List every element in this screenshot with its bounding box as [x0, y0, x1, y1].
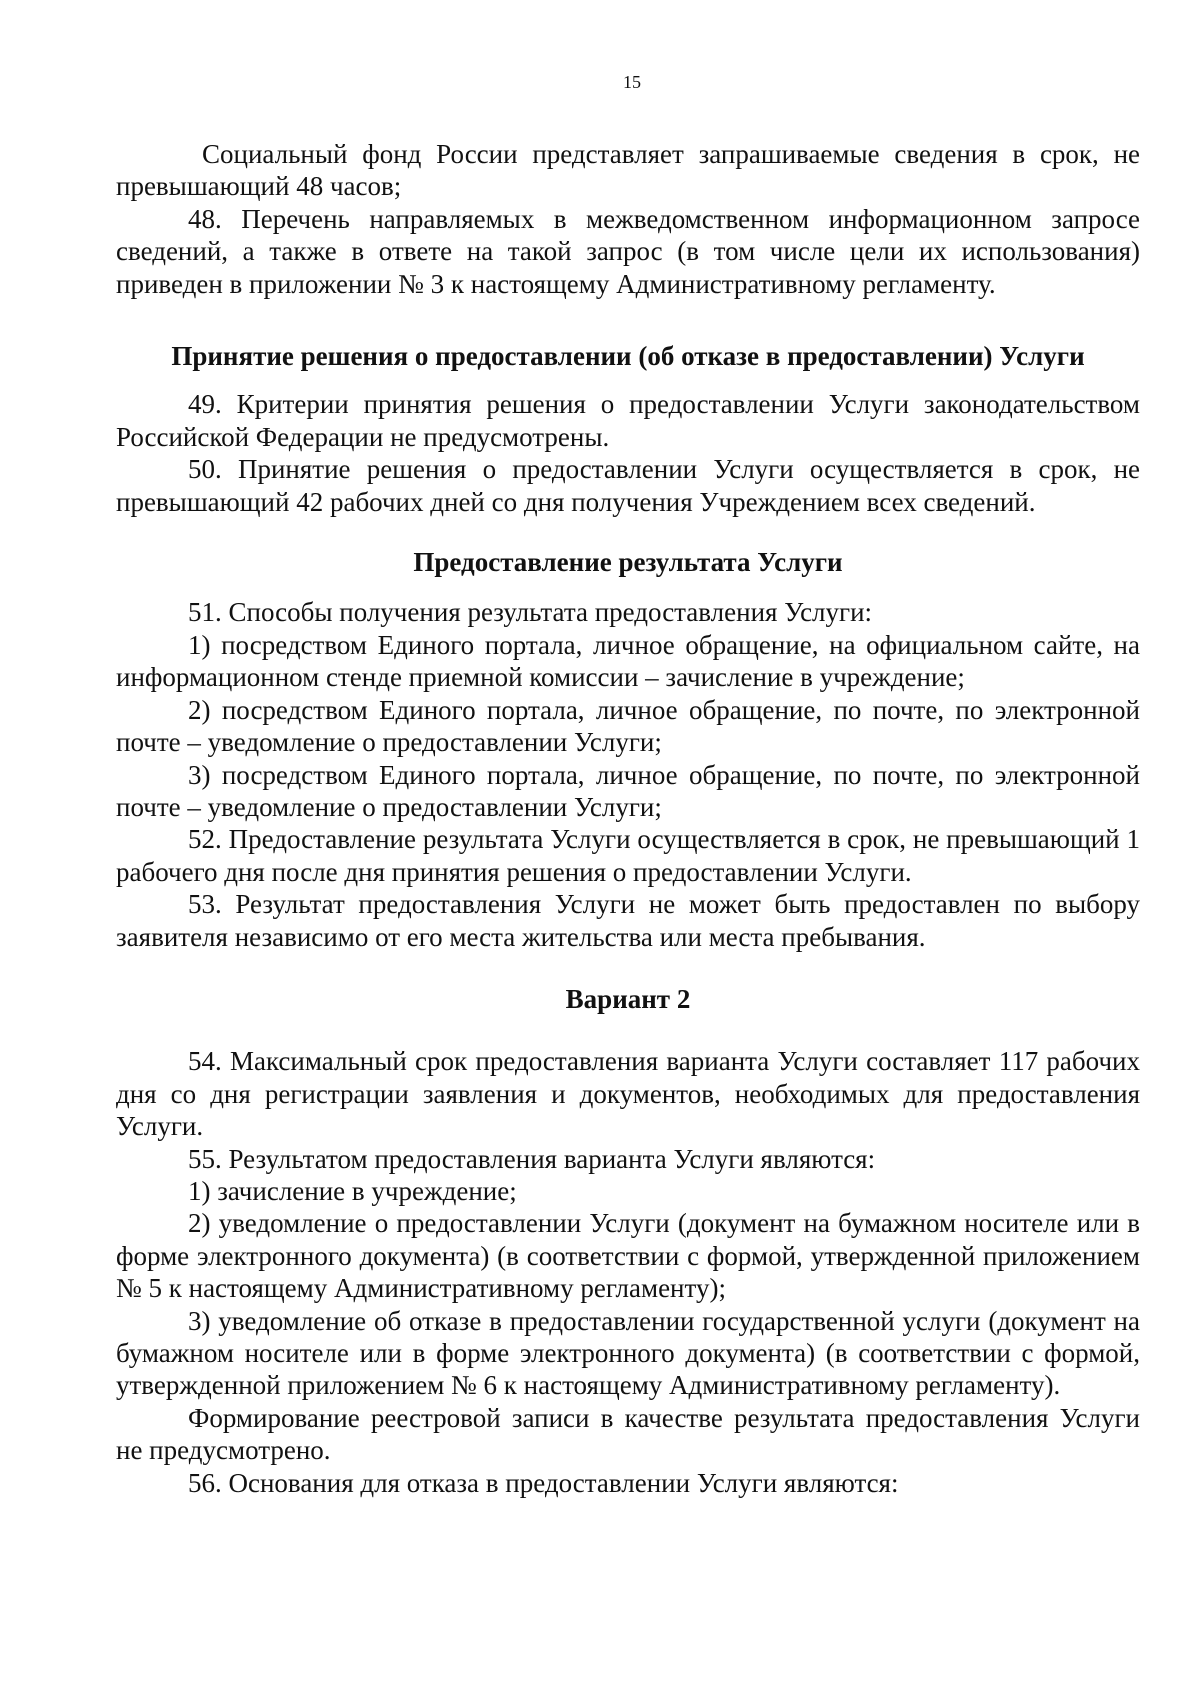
paragraph-56: 56. Основания для отказа в предоставлении Услуги являются:	[188, 1467, 899, 1498]
paragraph-registry-record: Формирование реестровой записи в качестве результата предоставления Услуги не предусмотрено.	[116, 1402, 1140, 1466]
page-number: 15	[623, 72, 641, 92]
paragraph-sfr-response: Социальный фонд России представляет запрашиваемые сведения в срок, не превышающий 48 часов;	[116, 139, 1140, 202]
list-item-51-1: 1) посредством Единого портала, личное обращение, на официальном сайте, на информационном стенде приемной комиссии – зачисление в учреждение;	[116, 629, 1140, 693]
paragraph-55: 55. Результатом предоставления варианта Услуги являются:	[188, 1143, 876, 1174]
section-heading-result: Предоставление результата Услуги	[413, 547, 843, 578]
paragraph-52: 52. Предоставление результата Услуги осуществляется в срок, не превышающий 1 рабочего дня после дня принятия решения о предоставлении Услуги.	[116, 824, 1140, 887]
paragraph-49: 49. Критерии принятия решения о предоставлении Услуги законодательством Российской Федерации не предусмотрены.	[116, 389, 1140, 452]
section-heading-decision: Принятие решения о предоставлении (об отказе в предоставлении) Услуги	[171, 341, 1085, 372]
paragraph-51: 51. Способы получения результата предоставления Услуги:	[188, 597, 873, 628]
document-body	[116, 138, 1140, 1499]
section-heading-variant-2: Вариант 2	[565, 983, 691, 1014]
list-item-55-3: 3) уведомление об отказе в предоставлении государственной услуги (документ на бумажном носителе или в форме электронного документа) (в соответствии с формой, утвержденной приложением № 6 к настоящему Административному регламенту).	[116, 1305, 1140, 1401]
list-item-51-2: 2) посредством Единого портала, личное обращение, по почте, по электронной почте – уведомление о предоставлении Услуги;	[116, 694, 1140, 758]
paragraph-54: 54. Максимальный срок предоставления варианта Услуги составляет 117 рабочих дня со дня регистрации заявления и документов, необходимых для предоставления Услуги.	[116, 1046, 1140, 1142]
paragraph-48: 48. Перечень направляемых в межведомственном информационном запросе сведений, а также в ответе на такой запрос (в том числе цели их использования) приведен в приложении № 3 к настоящему Административному регламенту.	[116, 203, 1140, 299]
list-item-51-3: 3) посредством Единого портала, личное обращение, по почте, по электронной почте – уведомление о предоставлении Услуги;	[116, 759, 1140, 822]
list-item-55-1: 1) зачисление в учреждение;	[188, 1175, 517, 1206]
list-item-55-2: 2) уведомление о предоставлении Услуги (документ на бумажном носителе или в форме электронного документа) (в соответствии с формой, утвержденной приложением № 5 к настоящему Административному регламенту);	[116, 1208, 1140, 1304]
paragraph-53: 53. Результат предоставления Услуги не может быть предоставлен по выбору заявителя независимо от его места жительства или места пребывания.	[116, 889, 1140, 952]
paragraph-50: 50. Принятие решения о предоставлении Услуги осуществляется в срок, не превышающий 42 рабочих дней со дня получения Учреждением всех сведений.	[116, 454, 1140, 517]
